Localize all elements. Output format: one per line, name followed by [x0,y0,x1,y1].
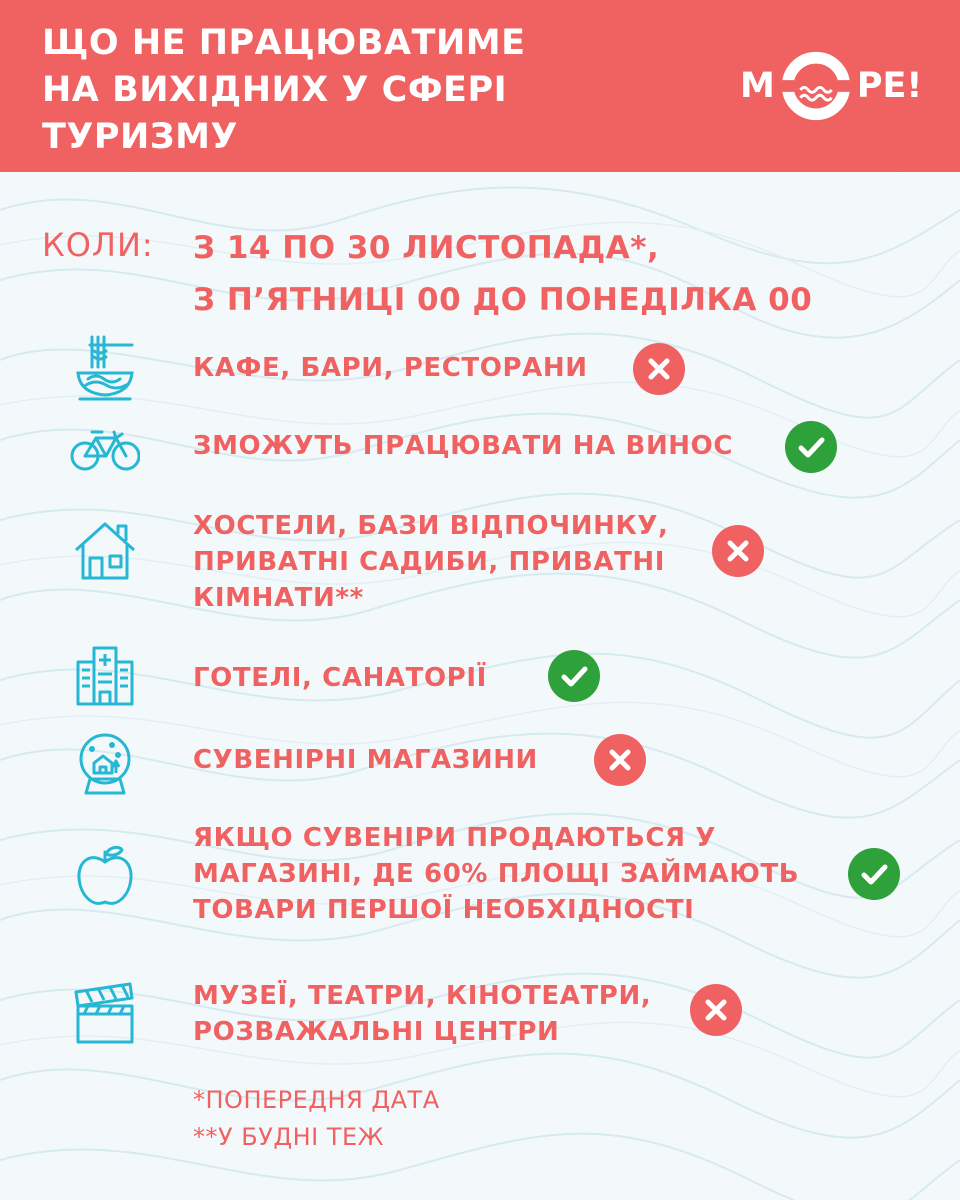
when-line: З 14 ПО 30 ЛИСТОПАДА*, [193,230,660,266]
allowed-status-badge [848,848,900,900]
cross-icon [633,343,685,395]
list-item [0,508,960,618]
house-icon [70,518,140,588]
item-label-line: ЯКЩО СУВЕНІРИ ПРОДАЮТЬСЯ У [193,823,716,853]
cross-icon [690,984,742,1036]
footnotes [193,1082,440,1156]
closed-status-badge [594,734,646,786]
item-label [193,742,538,778]
item-label-line: ТОВАРИ ПЕРШОЇ НЕОБХІДНОСТІ [193,895,695,925]
item-label-line: ПРИВАТНІ САДИБИ, ПРИВАТНІ [193,547,666,577]
title-line: НА ВИХІДНИХ У СФЕРІ [42,70,508,110]
logo-text-right: РЕ! [856,66,923,106]
item-label-line: ГОТЕЛІ, САНАТОРІЇ [193,663,487,693]
closed-status-badge [633,343,685,395]
check-icon [548,650,600,702]
bicycle-icon [70,414,140,484]
footnote: *ПОПЕРЕДНЯ ДАТА [193,1086,440,1114]
list-item [0,640,960,712]
apple-icon [70,842,140,912]
title-line: ТУРИЗМУ [42,117,238,157]
when-label: КОЛИ: [42,226,154,264]
item-label-line: КАФЕ, БАРИ, РЕСТОРАНИ [193,353,588,383]
hospital-building-icon [70,642,140,712]
list-item [0,978,960,1058]
item-label-line: КІМНАТИ** [193,583,364,613]
list-item [0,725,960,801]
clapperboard-icon [70,980,140,1050]
list-item [0,333,960,405]
page-title [42,20,562,161]
closed-status-badge [690,984,742,1036]
item-label [193,350,588,386]
item-label-line: ХОСТЕЛИ, БАЗИ ВІДПОЧИНКУ, [193,511,669,541]
title-line: ЩО НЕ ПРАЦЮВАТИМЕ [42,23,526,63]
item-label [193,660,487,696]
logo-text-left: М [740,66,775,106]
cross-icon [712,525,764,577]
footnote: **У БУДНІ ТЕЖ [193,1123,385,1151]
item-label-line: МУЗЕЇ, ТЕАТРИ, КІНОТЕАТРИ, [193,981,652,1011]
item-label [193,428,733,464]
check-icon [848,848,900,900]
item-label [193,978,651,1050]
item-label [193,508,668,616]
when-line: З П’ЯТНИЦІ 00 ДО ПОНЕДІЛКА 00 [193,282,813,318]
list-item [0,410,960,482]
item-label-line: РОЗВАЖАЛЬНІ ЦЕНТРИ [193,1017,560,1047]
header-wavy-edge [0,160,960,180]
lifebuoy-icon [777,47,855,125]
allowed-status-badge [548,650,600,702]
item-label [193,820,799,928]
cross-icon [594,734,646,786]
item-label-line: МАГАЗИНІ, ДЕ 60% ПЛОЩІ ЗАЙМАЮТЬ [193,859,800,889]
closed-status-badge [712,525,764,577]
item-label-line: ЗМОЖУТЬ ПРАЦЮВАТИ НА ВИНОС [193,431,734,461]
when-dates [193,222,913,326]
more-logo [740,44,922,128]
allowed-status-badge [785,421,837,473]
check-icon [785,421,837,473]
spaghetti-icon [70,333,140,403]
list-item [0,820,960,932]
header-banner [0,0,960,172]
item-label-line: СУВЕНІРНІ МАГАЗИНИ [193,745,538,775]
snow-globe-icon [70,729,140,799]
